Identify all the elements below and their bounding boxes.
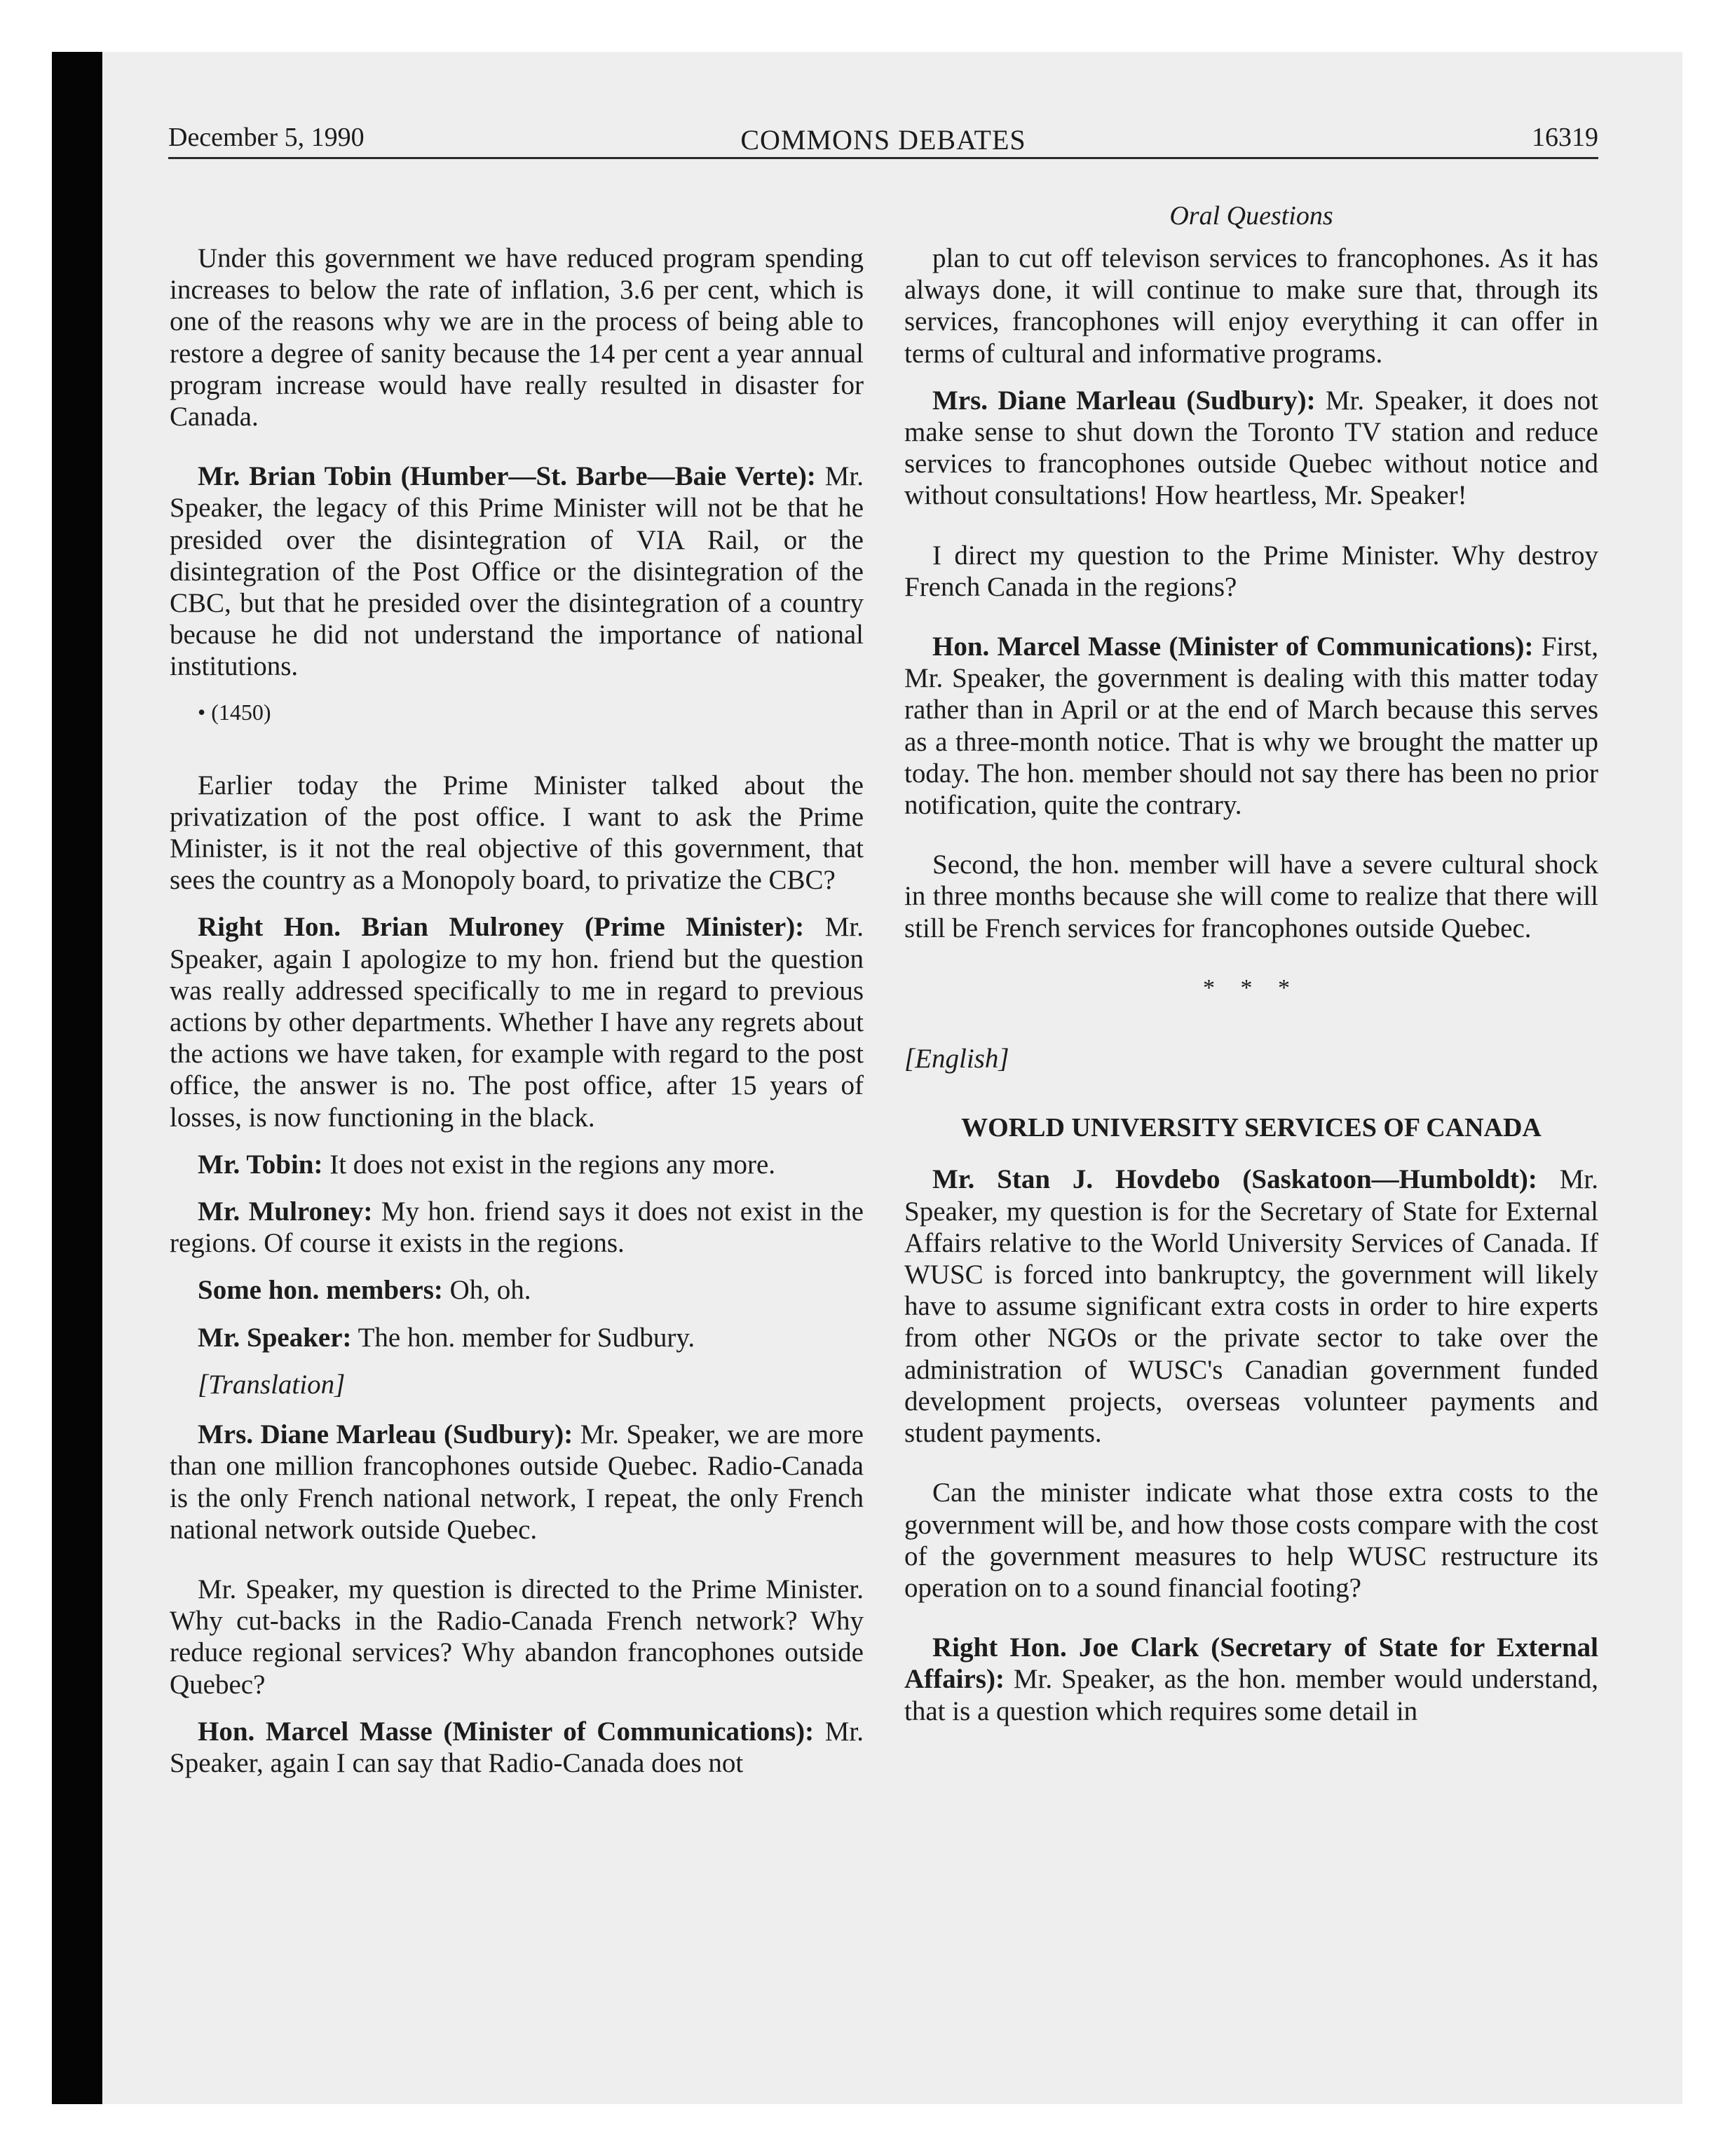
speaker-name: Mr. Tobin: — [198, 1149, 323, 1180]
time-marker: • (1450) — [198, 699, 271, 725]
scan-binding-edge — [52, 52, 102, 2104]
speaker-name: Hon. Marcel Masse (Minister of Communications): — [198, 1716, 815, 1747]
section-separator: * * * — [1203, 974, 1300, 1001]
speaker-name: Some hon. members: — [198, 1275, 443, 1306]
paragraph: I direct my question to the Prime Minister. Why destroy French Canada in the regions? — [904, 540, 1598, 602]
speaker-name: Hon. Marcel Masse (Minister of Communications): — [932, 632, 1534, 662]
paragraph: Earlier today the Prime Minister talked about the privatization of the post office. I want to ask the Prime Minister, is it not the real objective of this government, that sees the country as a Monopoly board, to privatize the CBC? — [170, 770, 864, 896]
header-rule — [168, 157, 1598, 159]
paragraph: Right Hon. Brian Mulroney (Prime Minister): Mr. Speaker, again I apologize to my hon. friend but the question was really addressed specifically to me in regard to previous actions by other departments. Whether I have any regrets about the actions we have taken, for example with regard to the post office, the answer is no. The post office, after 15 years of losses, is now functioning in the black. — [170, 912, 864, 1133]
paragraph: Mr. Brian Tobin (Humber—St. Barbe—Baie Verte): Mr. Speaker, the legacy of this Prime Minister will not be that he presided over the disintegration of VIA Rail, or the disintegration of the Post Office or the disintegration of the CBC, but that he presided over the disintegration of a country because he did not understand the importance of national institutions. — [170, 461, 864, 682]
speaker-name: Mr. Mulroney: — [198, 1196, 373, 1227]
paragraph: Second, the hon. member will have a severe cultural shock in three months because she will come to realize that there will still be French services for francophones outside Quebec. — [904, 850, 1598, 943]
right-column — [904, 243, 1598, 1742]
translation-marker: [Translation] — [198, 1369, 346, 1400]
paragraph: Some hon. members: Oh, oh. — [198, 1275, 531, 1306]
section-heading: WORLD UNIVERSITY SERVICES OF CANADA — [961, 1113, 1542, 1143]
speaker-name: Mr. Brian Tobin (Humber—St. Barbe—Baie Verte): — [198, 461, 816, 492]
header-date: December 5, 1990 — [168, 123, 365, 152]
paragraph: Mrs. Diane Marleau (Sudbury): Mr. Speaker, it does not make sense to shut down the Toronto TV station and reduce services to francophones outside Quebec without notice and without consultations! How heartless, Mr. Speaker! — [904, 385, 1598, 511]
speaker-name: Mrs. Diane Marleau (Sudbury): — [932, 385, 1316, 416]
paragraph: plan to cut off televison services to francophones. As it has always done, it will continue to make sure that, through its services, francophones will enjoy everything it can offer in terms of cultural and informative programs. — [904, 243, 1598, 369]
paragraph: Mr. Tobin: It does not exist in the regions any more. — [198, 1149, 776, 1180]
speaker-name: Mr. Stan J. Hovdebo (Saskatoon—Humboldt): — [932, 1164, 1537, 1195]
speaker-name: Right Hon. Joe Clark (Secretary of State for External Affairs): — [904, 1632, 1598, 1695]
left-column — [170, 243, 864, 1794]
speaker-name: Mr. Speaker: — [198, 1322, 352, 1353]
paragraph: Mr. Mulroney: My hon. friend says it does not exist in the regions. Of course it exists in the regions. — [170, 1196, 864, 1259]
paragraph: Right Hon. Joe Clark (Secretary of State for External Affairs): Mr. Speaker, as the hon. member would understand, that is a question which requires some detail in — [904, 1632, 1598, 1726]
header-page-number: 16319 — [1532, 123, 1598, 152]
running-head: Oral Questions — [1169, 201, 1333, 231]
header-title: COMMONS DEBATES — [740, 124, 1026, 156]
page-header — [168, 116, 1598, 160]
speaker-name: Right Hon. Brian Mulroney (Prime Minister): — [198, 912, 805, 943]
paragraph: Mr. Stan J. Hovdebo (Saskatoon—Humboldt): Mr. Speaker, my question is for the Secretary of State for External Affairs relative to the World University Services of Canada. If WUSC is forced into bankruptcy, the government will likely have to assume significant extra costs in order to hire experts from other NGOs or the private sector to take over the administration of WUSC's Canadian government funded development projects, overseas volunteer payments and student payments. — [904, 1164, 1598, 1449]
english-marker: [English] — [904, 1044, 1009, 1074]
paragraph: Can the minister indicate what those extra costs to the government will be, and how those costs compare with the cost of the government measures to help WUSC restructure its operation on to a sound financial footing? — [904, 1478, 1598, 1603]
paragraph: Mr. Speaker, my question is directed to the Prime Minister. Why cut-backs in the Radio-Canada French network? Why reduce regional services? Why abandon francophones outside Quebec? — [170, 1574, 864, 1700]
speaker-name: Mrs. Diane Marleau (Sudbury): — [198, 1419, 573, 1450]
paragraph: Mrs. Diane Marleau (Sudbury): Mr. Speaker, we are more than one million francophones outside Quebec. Radio-Canada is the only French national network, I repeat, the only French national network outside Quebec. — [170, 1419, 864, 1545]
paragraph: Mr. Speaker: The hon. member for Sudbury. — [198, 1322, 695, 1353]
paragraph: Hon. Marcel Masse (Minister of Communications): First, Mr. Speaker, the government is dealing with this matter today rather than in April or at the end of March because this serves as a three-month notice. That is why we brought the matter up today. The hon. member should not say there has been no prior notification, quite the contrary. — [904, 632, 1598, 821]
paragraph: Hon. Marcel Masse (Minister of Communications): Mr. Speaker, again I can say that Radio-Canada does not — [170, 1716, 864, 1778]
paragraph: Under this government we have reduced program spending increases to below the rate of inflation, 3.6 per cent, which is one of the reasons why we are in the process of being able to restore a degree of sanity because the 14 per cent a year annual program increase would have really resulted in disaster for Canada. — [170, 243, 864, 432]
